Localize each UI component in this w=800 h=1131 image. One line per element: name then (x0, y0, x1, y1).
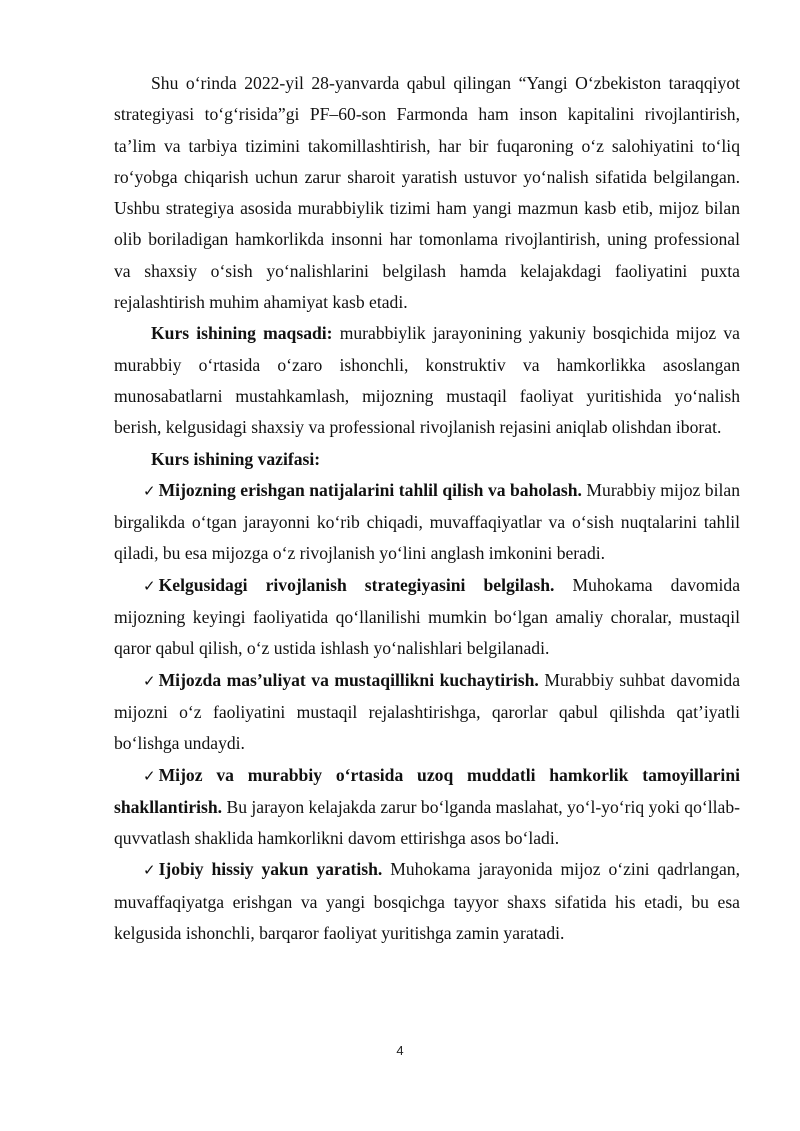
check-mark-icon: ✓ (143, 576, 156, 595)
task-item (114, 760, 740, 855)
task-item (114, 665, 740, 760)
task-item (114, 570, 740, 665)
document-page (114, 68, 740, 949)
page-number: 4 (396, 1043, 404, 1058)
check-mark-icon: ✓ (143, 766, 156, 785)
check-mark-icon: ✓ (143, 671, 156, 690)
goal-label: Kurs ishining maqsadi: (151, 323, 333, 344)
task-item (114, 854, 740, 949)
check-mark-icon: ✓ (143, 481, 156, 500)
task-title: Ijobiy hissiy yakun yaratish. (158, 859, 383, 880)
task-title: Mijozda mas’uliyat va mustaqillikni kuchaytirish. (158, 669, 539, 690)
task-text: Muhokama jarayonida mijoz o‘zini qadrlangan, muvaffaqiyatga erishgan va yangi bosqichga tayyor shaxs sifatida his etadi, bu esa kelgusida ishonchli, barqaror faoliyat yuritishga zamin yaratadi. (114, 859, 740, 944)
task-text: Murabbiy mijoz bilan birgalikda o‘tgan jarayonni ko‘rib chiqadi, muvaffaqiyatlar va o‘sish nuqtalarini tahlil qiladi, bu esa mijozga o‘z rivojlanish yo‘lini anglash imkonini beradi. (114, 479, 740, 564)
task-title: Mijozning erishgan natijalarini tahlil qilish va baholash. (158, 479, 582, 500)
task-title: Mijoz va murabbiy o‘rtasida uzoq muddatli hamkorlik tamoyillarini shakllantirish. (114, 764, 740, 817)
task-text: Murabbiy suhbat davomida mijozni o‘z faoliyatini mustaqil rejalashtirishga, qarorlar qabul qilishda qat’iyatli bo‘lishga undaydi. (114, 669, 740, 754)
check-mark-icon: ✓ (143, 861, 156, 880)
task-title: Kelgusidagi rivojlanish strategiyasini belgilash. (158, 574, 555, 595)
tasks-heading: Kurs ishining vazifasi: (151, 448, 321, 469)
goal-text: murabbiylik jarayonining yakuniy bosqichida mijoz va murabbiy o‘rtasida o‘zaro ishonchli, konstruktiv va hamkorlikka asoslangan munosabatlarni mustahkamlash, mijozning mustaqil faoliyat yuritishida yo‘nalish berish, kelgusidagi shaxsiy va professional rivojlanish rejasini aniqlab olishdan iborat. (114, 323, 740, 438)
tasks-heading-paragraph (114, 444, 740, 475)
intro-paragraph: Shu o‘rinda 2022-yil 28-yanvarda qabul qilingan “Yangi O‘zbekiston taraqqiyot strategiyasi to‘g‘risida”gi PF–60-son Farmonda ham inson kapitalini rivojlantirish, ta’lim va tarbiya tizimini takomillashtirish, har bir fuqaroning o‘z salohiyatini to‘liq ro‘yobga chiqarish uchun zarur sharoit yaratish ustuvor yo‘nalish sifatida belgilangan. Ushbu strategiya asosida murabbiylik tizimi ham yangi mazmun kasb etib, mijoz bilan olib boriladigan hamkorlikda insonni har tomonlama rivojlantirish, uning professional va shaxsiy o‘sish yo‘nalishlarini belgilash hamda kelajakdagi faoliyatini puxta rejalashtirish muhim ahamiyat kasb etadi. (114, 73, 740, 313)
task-text: Bu jarayon kelajakda zarur bo‘lganda maslahat, yo‘l-yo‘riq yoki qo‘llab-quvvatlash shaklida hamkorlikni davom ettirishga asos bo‘ladi. (114, 796, 740, 849)
task-item (114, 475, 740, 570)
task-text: Muhokama davomida mijozning keyingi faoliyatida qo‘llanilishi mumkin bo‘lgan amaliy choralar, mustaqil qaror qabul qilish, o‘z ustida ishlash yo‘nalishlari belgilanadi. (114, 574, 741, 659)
goal-paragraph (114, 318, 740, 443)
